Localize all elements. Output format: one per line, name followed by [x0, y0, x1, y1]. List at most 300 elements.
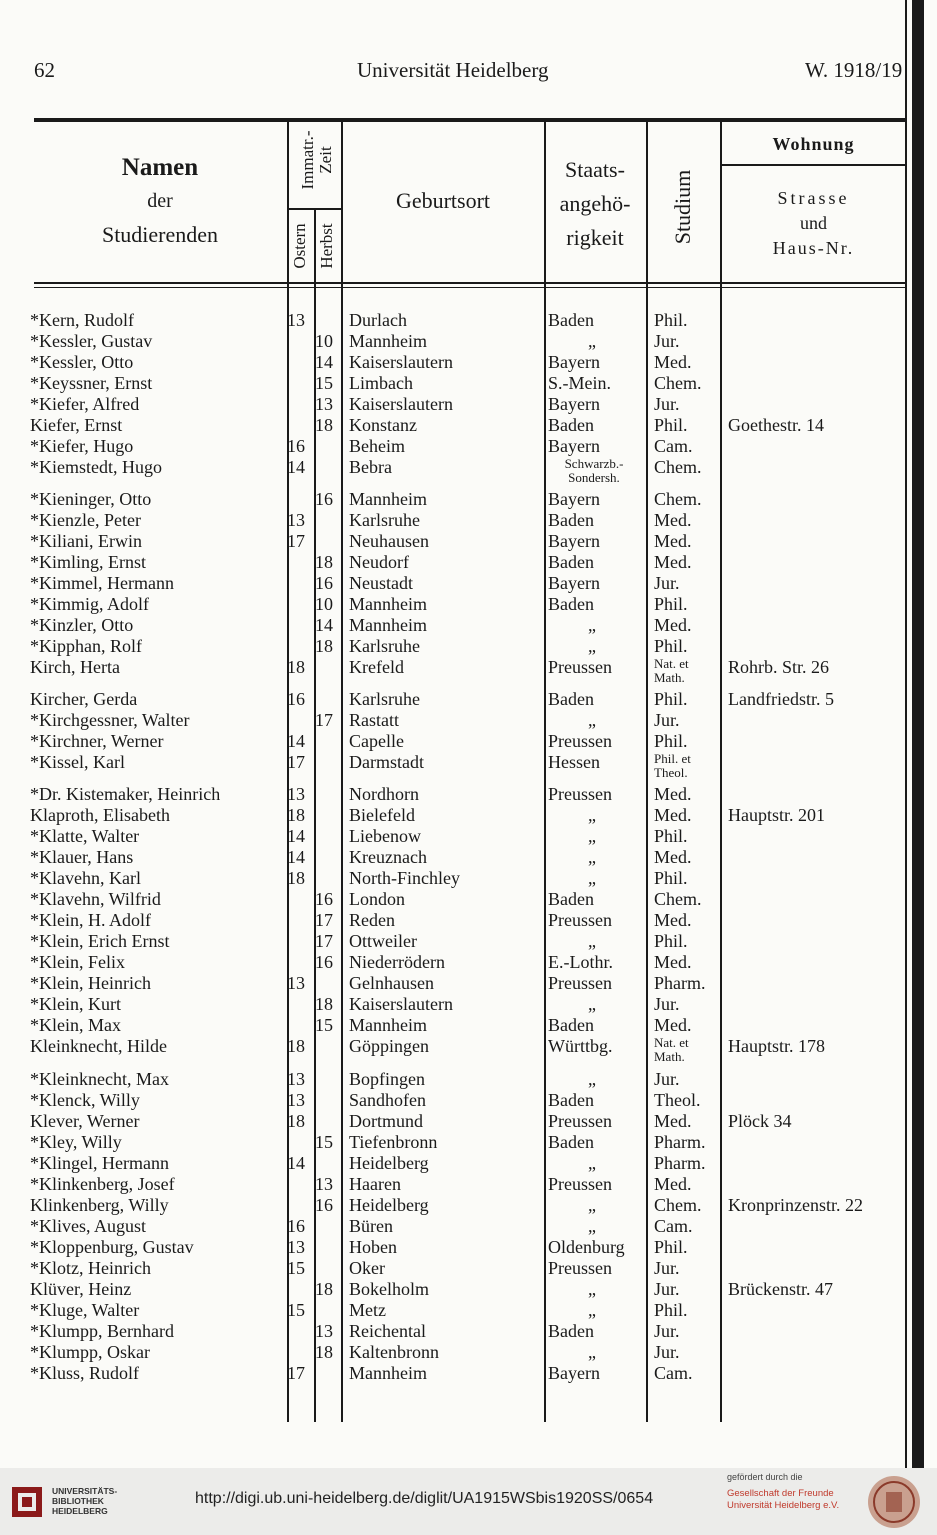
birthplace: Capelle — [349, 731, 404, 751]
immatr-herbst: 14 — [315, 352, 333, 372]
field-of-study: Phil. — [654, 731, 688, 751]
birthplace: Mannheim — [349, 1015, 427, 1035]
field-of-study: Med. — [654, 552, 692, 572]
immatr-herbst: 18 — [315, 994, 333, 1014]
birthplace: Konstanz — [349, 415, 417, 435]
student-name: *Klein, Felix — [30, 952, 125, 972]
field-of-study: Jur. — [654, 1279, 680, 1299]
immatr-ostern: 16 — [287, 1216, 305, 1236]
birthplace: Neustadt — [349, 573, 413, 593]
birthplace: Liebenow — [349, 826, 421, 846]
table-row — [0, 1363, 905, 1384]
birthplace: Reichental — [349, 1321, 426, 1341]
student-name: *Klavehn, Karl — [30, 868, 141, 888]
field-of-study: Jur. — [654, 994, 680, 1014]
birthplace: Kaiserslautern — [349, 994, 453, 1014]
address: Kronprinzenstr. 22 — [728, 1195, 863, 1215]
immatr-herbst: 16 — [315, 889, 333, 909]
birthplace: Mannheim — [349, 489, 427, 509]
nationality: Bayern — [548, 489, 600, 509]
student-name: Klever, Werner — [30, 1111, 140, 1131]
nationality: Schwarzb.- Sondersh. — [564, 456, 624, 485]
nationality: Baden — [548, 1015, 594, 1035]
student-name: *Klenck, Willy — [30, 1090, 140, 1110]
field-of-study: Med. — [654, 910, 692, 930]
field-of-study: Pharm. — [654, 973, 706, 993]
table-row — [0, 910, 905, 931]
student-name: Kircher, Gerda — [30, 689, 138, 709]
immatr-ostern: 18 — [287, 805, 305, 825]
student-name: *Klauer, Hans — [30, 847, 134, 867]
birthplace: Kreuznach — [349, 847, 427, 867]
header-herbst: Herbst — [317, 223, 336, 269]
immatr-ostern: 14 — [287, 826, 305, 846]
table-row — [0, 489, 905, 510]
immatr-ostern: 17 — [287, 531, 305, 551]
field-of-study: Phil. — [654, 868, 688, 888]
student-name: *Kluss, Rudolf — [30, 1363, 140, 1383]
field-of-study: Med. — [654, 531, 692, 551]
student-name: *Kern, Rudolf — [30, 310, 134, 330]
nationality: Bayern — [548, 394, 600, 414]
birthplace: Bebra — [349, 457, 392, 477]
nationality: E.-Lothr. — [548, 952, 613, 972]
table-row — [0, 1132, 905, 1153]
nationality: Baden — [548, 889, 594, 909]
birthplace: Metz — [349, 1300, 386, 1320]
student-name: *Kirchgessner, Walter — [30, 710, 190, 730]
immatr-ostern: 15 — [287, 1258, 305, 1278]
table-row — [0, 552, 905, 573]
birthplace: Büren — [349, 1216, 393, 1236]
birthplace: Karlsruhe — [349, 689, 420, 709]
field-of-study: Phil. — [654, 594, 688, 614]
student-name: *Kloppenburg, Gustav — [30, 1237, 194, 1257]
immatr-ostern: 13 — [287, 1090, 305, 1110]
student-name: *Kimmig, Adolf — [30, 594, 150, 614]
table-row — [0, 689, 905, 710]
nationality: Baden — [548, 310, 594, 330]
immatr-herbst: 13 — [315, 1321, 333, 1341]
birthplace: Durlach — [349, 310, 407, 330]
birthplace: Tiefenbronn — [349, 1132, 438, 1152]
birthplace: Karlsruhe — [349, 636, 420, 656]
birthplace: Nordhorn — [349, 784, 419, 804]
nationality: „ — [588, 931, 596, 951]
sponsor-note: gefördert durch die — [727, 1472, 803, 1482]
field-of-study: Chem. — [654, 1195, 702, 1215]
field-of-study: Med. — [654, 952, 692, 972]
nationality: Preussen — [548, 784, 612, 804]
address: Hauptstr. 178 — [728, 1036, 825, 1056]
nationality: Württbg. — [548, 1036, 613, 1056]
immatr-herbst: 15 — [315, 1015, 333, 1035]
field-of-study: Cam. — [654, 436, 693, 456]
field-of-study: Phil. — [654, 689, 688, 709]
address: Hauptstr. 201 — [728, 805, 825, 825]
field-of-study: Phil. — [654, 826, 688, 846]
nationality: „ — [588, 1153, 596, 1173]
student-name: Klüver, Heinz — [30, 1279, 132, 1299]
student-name: *Klein, H. Adolf — [30, 910, 151, 930]
nationality: Baden — [548, 1090, 594, 1110]
birthplace: Rastatt — [349, 710, 399, 730]
birthplace: Dortmund — [349, 1111, 423, 1131]
table-row — [0, 1300, 905, 1321]
student-name: *Kienzle, Peter — [30, 510, 141, 530]
table-row — [0, 531, 905, 552]
birthplace: Ottweiler — [349, 931, 417, 951]
immatr-herbst: 17 — [315, 710, 333, 730]
immatr-ostern: 13 — [287, 310, 305, 330]
student-name: *Kiefer, Alfred — [30, 394, 140, 414]
source-url-link[interactable]: http://digi.ub.uni-heidelberg.de/diglit/UA1915WSbis1920SS/0654 — [195, 1490, 654, 1507]
student-name: *Kessler, Gustav — [30, 331, 153, 351]
immatr-herbst: 15 — [315, 373, 333, 393]
field-of-study: Phil. — [654, 1300, 688, 1320]
student-name: *Klumpp, Oskar — [30, 1342, 150, 1362]
immatr-herbst: 16 — [315, 952, 333, 972]
header-ostern: Ostern — [290, 223, 309, 269]
semester-label: W. 1918/19 — [805, 58, 903, 82]
student-name: *Kleinknecht, Max — [30, 1069, 169, 1089]
field-of-study: Med. — [654, 847, 692, 867]
nationality: S.-Mein. — [548, 373, 611, 393]
nationality: Hessen — [548, 752, 600, 772]
student-name: Kiefer, Ernst — [30, 415, 123, 435]
table-row — [0, 1035, 905, 1064]
birthplace: Kaltenbronn — [349, 1342, 439, 1362]
field-of-study: Phil. — [654, 931, 688, 951]
birthplace: Karlsruhe — [349, 510, 420, 530]
birthplace: Limbach — [349, 373, 413, 393]
birthplace: Neuhausen — [349, 531, 429, 551]
student-name: *Klingel, Hermann — [30, 1153, 169, 1173]
header-immatr: Immatr.- — [298, 130, 317, 190]
field-of-study: Jur. — [654, 1342, 680, 1362]
birthplace: Mannheim — [349, 615, 427, 635]
immatr-ostern: 18 — [287, 657, 305, 677]
field-of-study: Pharm. — [654, 1132, 706, 1152]
table-row — [0, 436, 905, 457]
nationality: Baden — [548, 415, 594, 435]
nationality: Preussen — [548, 973, 612, 993]
field-of-study: Jur. — [654, 1258, 680, 1278]
address: Rohrb. Str. 26 — [728, 657, 830, 677]
student-name: *Kirchner, Werner — [30, 731, 164, 751]
table-row — [0, 868, 905, 889]
nationality: „ — [588, 1195, 596, 1215]
nationality: Preussen — [548, 1258, 612, 1278]
nationality: „ — [588, 331, 596, 351]
immatr-herbst: 18 — [315, 415, 333, 435]
table-row — [0, 1174, 905, 1195]
university-seal-icon — [866, 1474, 922, 1530]
birthplace: Göppingen — [349, 1036, 429, 1056]
immatr-ostern: 17 — [287, 1363, 305, 1383]
immatr-herbst: 18 — [315, 552, 333, 572]
student-name: *Kessler, Otto — [30, 352, 134, 372]
birthplace: Niederrödern — [349, 952, 445, 972]
table-row — [0, 1258, 905, 1279]
header-wohnung: Wohnung — [772, 134, 855, 154]
birthplace: Heidelberg — [349, 1195, 429, 1215]
table-row — [0, 784, 905, 805]
birthplace: Gelnhausen — [349, 973, 434, 993]
immatr-herbst: 18 — [315, 1342, 333, 1362]
birthplace: Beheim — [349, 436, 405, 456]
student-name: Klinkenberg, Willy — [30, 1195, 169, 1215]
student-name: *Keyssner, Ernst — [30, 373, 153, 393]
student-name: *Klinkenberg, Josef — [30, 1174, 175, 1194]
student-name: *Klein, Kurt — [30, 994, 121, 1014]
table-row — [0, 847, 905, 868]
immatr-herbst: 16 — [315, 1195, 333, 1215]
header-zeit: Zeit — [316, 146, 335, 174]
immatr-ostern: 13 — [287, 1237, 305, 1257]
table-top-rule — [34, 118, 905, 122]
binding-edge — [905, 0, 907, 1468]
birthplace: North-Finchley — [349, 868, 460, 888]
table-row — [0, 310, 905, 331]
immatr-herbst: 15 — [315, 1132, 333, 1152]
birthplace: Mannheim — [349, 331, 427, 351]
student-name: *Klein, Heinrich — [30, 973, 151, 993]
birthplace: Reden — [349, 910, 395, 930]
field-of-study: Med. — [654, 784, 692, 804]
table-row — [0, 1111, 905, 1132]
birthplace: Darmstadt — [349, 752, 424, 772]
table-row — [0, 1090, 905, 1111]
address: Landfriedstr. 5 — [728, 689, 834, 709]
nationality: „ — [588, 868, 596, 888]
immatr-ostern: 13 — [287, 784, 305, 804]
immatr-ostern: 16 — [287, 436, 305, 456]
student-name: *Kluge, Walter — [30, 1300, 140, 1320]
field-of-study: Chem. — [654, 489, 702, 509]
nationality: „ — [588, 847, 596, 867]
student-name: *Klumpp, Bernhard — [30, 1321, 174, 1341]
student-name: *Klavehn, Wilfrid — [30, 889, 161, 909]
table-row — [0, 456, 905, 485]
nationality: Oldenburg — [548, 1237, 625, 1257]
field-of-study: Jur. — [654, 1069, 680, 1089]
birthplace: Bokelholm — [349, 1279, 429, 1299]
immatr-herbst: 10 — [315, 331, 333, 351]
table-row — [0, 415, 905, 436]
field-of-study: Nat. et Math. — [654, 1035, 689, 1064]
address: Goethestr. 14 — [728, 415, 824, 435]
table-row — [0, 751, 905, 780]
nationality: Bayern — [548, 1363, 600, 1383]
field-of-study: Nat. et Math. — [654, 656, 689, 685]
table-row — [0, 394, 905, 415]
field-of-study: Jur. — [654, 1321, 680, 1341]
birthplace: Bielefeld — [349, 805, 415, 825]
field-of-study: Med. — [654, 1111, 692, 1131]
nationality: „ — [588, 1069, 596, 1089]
immatr-ostern: 17 — [287, 752, 305, 772]
address: Plöck 34 — [728, 1111, 792, 1131]
field-of-study: Phil. — [654, 415, 688, 435]
nationality: Preussen — [548, 910, 612, 930]
field-of-study: Cam. — [654, 1216, 693, 1236]
student-name: *Dr. Kistemaker, Heinrich — [30, 784, 221, 804]
wohnung-divider — [720, 164, 905, 166]
field-of-study: Chem. — [654, 457, 702, 477]
field-of-study: Cam. — [654, 1363, 693, 1383]
nationality: Bayern — [548, 352, 600, 372]
nationality: Preussen — [548, 1174, 612, 1194]
table-row — [0, 1321, 905, 1342]
field-of-study: Jur. — [654, 710, 680, 730]
table-row — [0, 710, 905, 731]
table-row — [0, 636, 905, 657]
field-of-study: Chem. — [654, 889, 702, 909]
nationality: Bayern — [548, 531, 600, 551]
immatr-ostern: 15 — [287, 1300, 305, 1320]
field-of-study: Med. — [654, 352, 692, 372]
table-row — [0, 594, 905, 615]
immatr-ostern: 13 — [287, 973, 305, 993]
field-of-study: Phil. — [654, 636, 688, 656]
header-bottom-rule-2 — [34, 287, 905, 288]
table-row — [0, 373, 905, 394]
immatr-herbst: 17 — [315, 931, 333, 951]
immatr-ostern: 13 — [287, 510, 305, 530]
student-name: *Klotz, Heinrich — [30, 1258, 151, 1278]
table-row — [0, 1153, 905, 1174]
immatr-ostern: 18 — [287, 868, 305, 888]
table-row — [0, 510, 905, 531]
binding-edge-thick — [912, 0, 924, 1468]
table-row — [0, 731, 905, 752]
table-row — [0, 352, 905, 373]
library-name: UNIVERSITÄTS- BIBLIOTHEK HEIDELBERG — [52, 1486, 118, 1516]
field-of-study: Theol. — [654, 1090, 701, 1110]
table-row — [0, 1237, 905, 1258]
nationality: Preussen — [548, 657, 612, 677]
nationality: „ — [588, 615, 596, 635]
student-name: *Kley, Willy — [30, 1132, 122, 1152]
table-row — [0, 1279, 905, 1300]
student-name: *Klatte, Walter — [30, 826, 140, 846]
field-of-study: Med. — [654, 805, 692, 825]
header-geburtsort: Geburtsort — [395, 188, 491, 213]
student-name: *Kipphan, Rolf — [30, 636, 142, 656]
header-staatsangehoerigkeit: Staats- angehö- rigkeit — [559, 157, 631, 250]
nationality: „ — [588, 1279, 596, 1299]
immatr-herbst: 18 — [315, 636, 333, 656]
student-name: *Kissel, Karl — [30, 752, 125, 772]
nationality: „ — [588, 826, 596, 846]
table-row — [0, 1195, 905, 1216]
student-name: *Kiefer, Hugo — [30, 436, 134, 456]
footer-bar — [0, 1468, 937, 1535]
field-of-study: Phil. — [654, 1237, 688, 1257]
student-name: *Klives, August — [30, 1216, 147, 1236]
table-row — [0, 1216, 905, 1237]
birthplace: Mannheim — [349, 594, 427, 614]
immatr-ostern: 18 — [287, 1036, 305, 1056]
student-name: *Kiemstedt, Hugo — [30, 457, 162, 477]
table-row — [0, 805, 905, 826]
birthplace: London — [349, 889, 405, 909]
student-name: Klaproth, Elisabeth — [30, 805, 170, 825]
page-number: 62 — [34, 58, 55, 82]
birthplace: Krefeld — [349, 657, 404, 677]
nationality: „ — [588, 636, 596, 656]
immatr-ostern: 13 — [287, 1069, 305, 1089]
header-namen: Namen der Studierenden — [101, 154, 219, 247]
table-row — [0, 1069, 905, 1090]
birthplace: Hoben — [349, 1237, 397, 1257]
table-row — [0, 573, 905, 594]
student-name: *Klein, Max — [30, 1015, 121, 1035]
birthplace: Sandhofen — [349, 1090, 426, 1110]
nationality: Baden — [548, 552, 594, 572]
field-of-study: Med. — [654, 1174, 692, 1194]
immatr-ostern: 18 — [287, 1111, 305, 1131]
student-name: *Kimling, Ernst — [30, 552, 146, 572]
field-of-study: Jur. — [654, 573, 680, 593]
field-of-study: Med. — [654, 615, 692, 635]
immatr-herbst: 14 — [315, 615, 333, 635]
immatr-herbst: 10 — [315, 594, 333, 614]
table-row — [0, 952, 905, 973]
nationality: Baden — [548, 1321, 594, 1341]
table-row — [0, 973, 905, 994]
student-name: *Kimmel, Hermann — [30, 573, 174, 593]
nationality: Preussen — [548, 1111, 612, 1131]
table-row — [0, 931, 905, 952]
nationality: Baden — [548, 689, 594, 709]
table-row — [0, 826, 905, 847]
student-name: *Kinzler, Otto — [30, 615, 134, 635]
student-name: Kirch, Herta — [30, 657, 120, 677]
nationality: „ — [588, 1300, 596, 1320]
student-name: *Kiliani, Erwin — [30, 531, 142, 551]
nationality: „ — [588, 1342, 596, 1362]
field-of-study: Chem. — [654, 373, 702, 393]
birthplace: Oker — [349, 1258, 385, 1278]
nationality: Baden — [548, 594, 594, 614]
field-of-study: Phil. — [654, 310, 688, 330]
header-bottom-rule — [34, 282, 905, 284]
header-strasse: Strasse und Haus-Nr. — [772, 188, 855, 258]
nationality: „ — [588, 1216, 596, 1236]
immatr-ostern: 16 — [287, 689, 305, 709]
immatr-ostern: 14 — [287, 457, 305, 477]
field-of-study: Jur. — [654, 394, 680, 414]
birthplace: Mannheim — [349, 1363, 427, 1383]
running-title: Universität Heidelberg — [357, 58, 549, 82]
nationality: „ — [588, 805, 596, 825]
immatr-ostern: 14 — [287, 731, 305, 751]
table-row — [0, 331, 905, 352]
nationality: „ — [588, 710, 596, 730]
birthplace: Kaiserslautern — [349, 352, 453, 372]
nationality: Baden — [548, 1132, 594, 1152]
field-of-study: Phil. et Theol. — [654, 751, 691, 780]
nationality: Baden — [548, 510, 594, 530]
student-name: *Klein, Erich Ernst — [30, 931, 170, 951]
student-name: *Kieninger, Otto — [30, 489, 152, 509]
field-of-study: Med. — [654, 1015, 692, 1035]
address: Brückenstr. 47 — [728, 1279, 833, 1299]
nationality: Bayern — [548, 436, 600, 456]
birthplace: Haaren — [349, 1174, 401, 1194]
